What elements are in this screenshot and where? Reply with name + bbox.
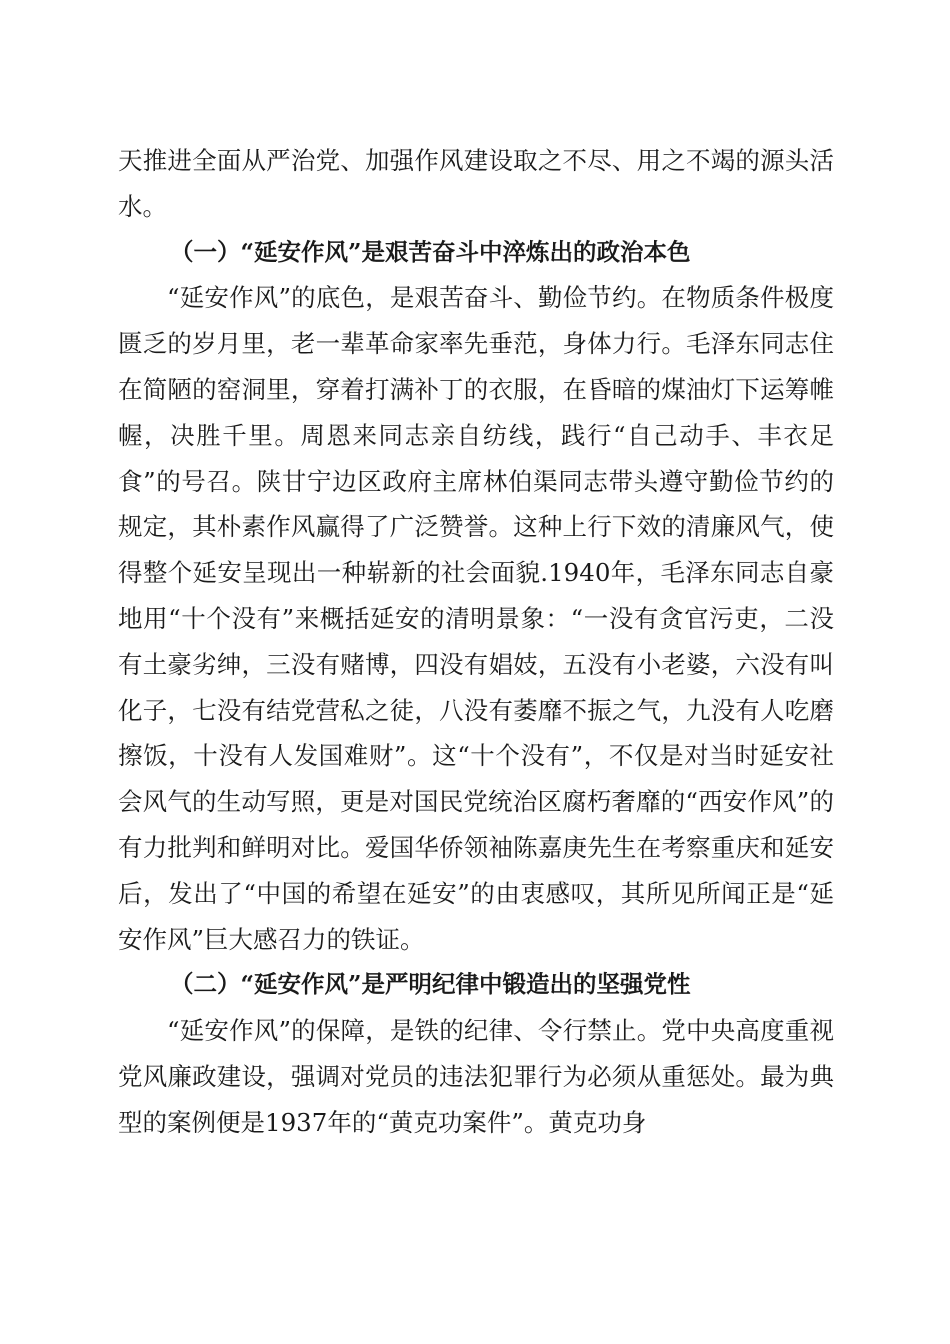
paragraph-section-2: “延安作风”的保障，是铁的纪律、令行禁止。党中央高度重视党风廉政建设，强调对党员的违法犯罪行为必须从重惩处。最为典型的案例便是1937年的“黄克功案件”。黄克功身 bbox=[118, 1016, 834, 1137]
paragraph-continuation: 天推进全面从严治党、加强作风建设取之不尽、用之不竭的源头活水。 bbox=[118, 146, 834, 221]
paragraph-section-1: “延安作风”的底色，是艰苦奋斗、勤俭节约。在物质条件极度匮乏的岁月里，老一辈革命家率先垂范，身体力行。毛泽东同志住在简陋的窑洞里，穿着打满补丁的衣服，在昏暗的煤油灯下运筹帷幄，决胜千里。周恩来同志亲自纺线，践行“自己动手、丰衣足食”的号召。陕甘宁边区政府主席林伯渠同志带头遵守勤俭节约的规定，其朴素作风赢得了广泛赞誉。这种上行下效的清廉风气，使得整个延安呈现出一种崭新的社会面貌.1940年，毛泽东同志自豪地用“十个没有”来概括延安的清明景象：“一没有贪官污吏，二没有土豪劣绅，三没有赌博，四没有娼妓，五没有小老婆，六没有叫化子，七没有结党营私之徒，八没有萎靡不振之气，九没有人吃磨擦饭，十没有人发国难财”。这“十个没有”，不仅是对当时延安社会风气的生动写照，更是对国民党统治区腐朽奢靡的“西安作风”的有力批判和鲜明对比。爱国华侨领袖陈嘉庚先生在考察重庆和延安后，发出了“中国的希望在延安”的由衷感叹，其所见所闻正是“延安作风”巨大感召力的铁证。 bbox=[118, 283, 834, 954]
section-heading-2: （二）“延安作风”是严明纪律中锻造出的坚强党性 bbox=[170, 970, 691, 999]
document-body bbox=[118, 138, 834, 1146]
section-heading-1: （一）“延安作风”是艰苦奋斗中淬炼出的政治本色 bbox=[170, 237, 691, 266]
